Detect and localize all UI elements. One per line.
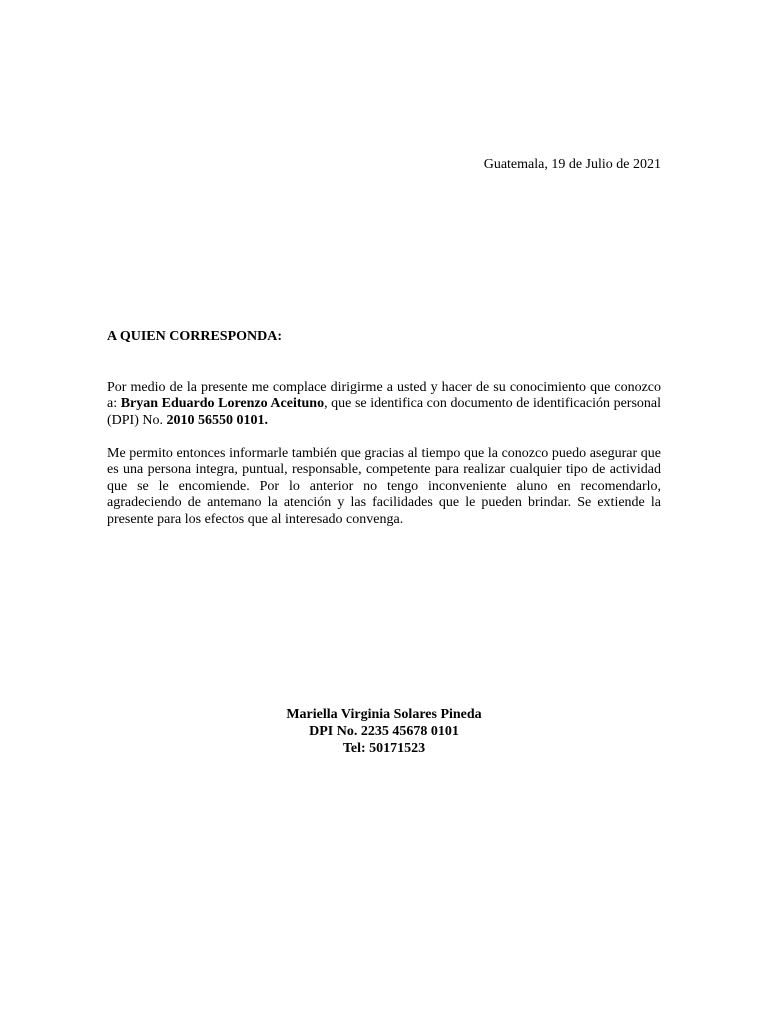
signer-phone: Tel: 50171523 bbox=[342, 741, 426, 756]
signer-name: Mariella Virginia Solares Pineda bbox=[286, 707, 482, 722]
signature-block bbox=[107, 706, 661, 757]
salutation: A QUIEN CORRESPONDA: bbox=[107, 329, 283, 344]
subject-dpi: 2010 56550 0101. bbox=[166, 412, 268, 428]
intro-middle-text: , que se identifica con documento de identificación personal (DPI) No. bbox=[107, 396, 661, 428]
date-line: Guatemala, 19 de Julio de 2021 bbox=[483, 157, 661, 172]
intro-text: Por medio de la presente me complace dirigirme a usted y hacer de su conocimiento que conozco a: bbox=[107, 380, 661, 412]
signer-dpi: DPI No. 2235 45678 0101 bbox=[309, 724, 459, 739]
subject-name: Bryan Eduardo Lorenzo Aceituno bbox=[120, 396, 325, 412]
paragraph-recommendation: Me permito entonces informarle también que gracias al tiempo que la conozco puedo asegurar que es una persona integra, puntual, responsable, competente para realizar cualquier tipo de actividad que se le encomiende. Por lo anterior no tengo inconveniente aluno en recomendarlo, agradeciendo de antemano la atención y las facilidades que le pueden brindar. Se extiende la presente para los efectos que al interesado convenga. bbox=[107, 446, 661, 527]
paragraph-introduction bbox=[107, 380, 661, 429]
